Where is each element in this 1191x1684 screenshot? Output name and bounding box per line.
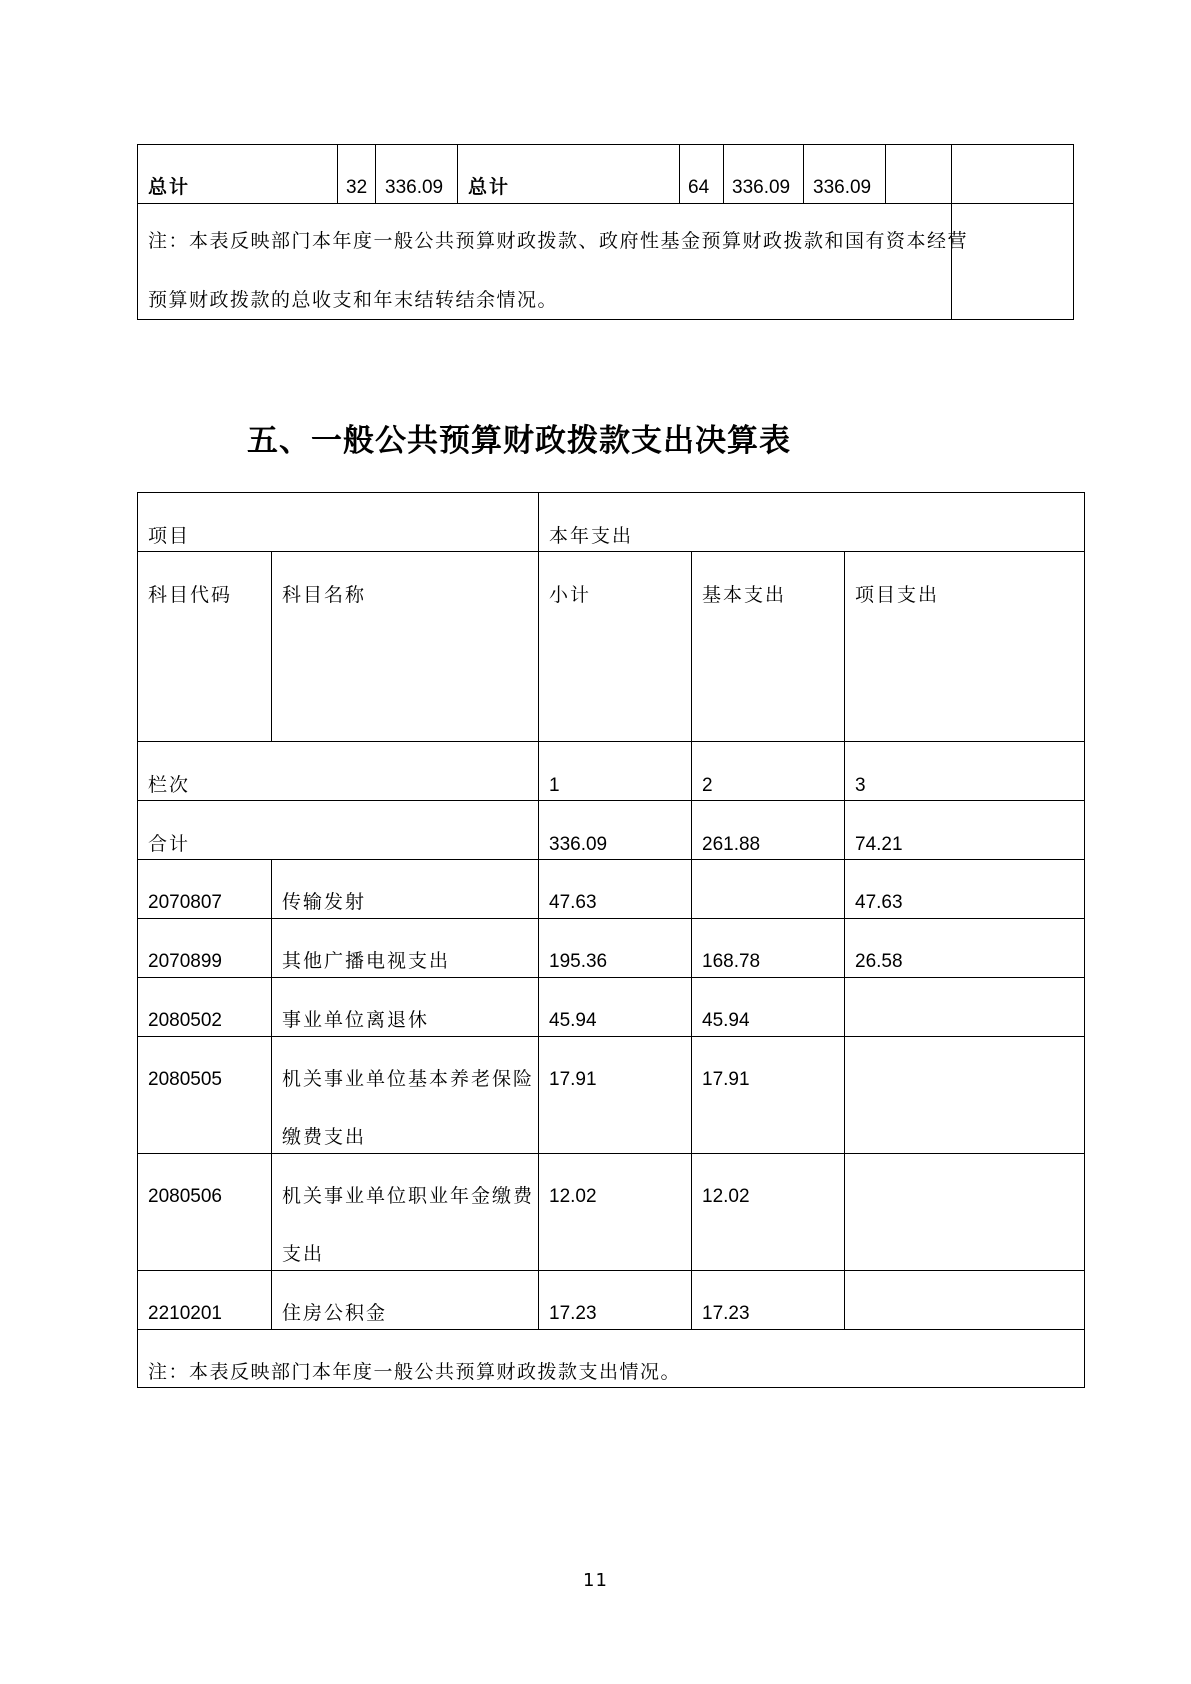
row-project: 47.63 (855, 892, 903, 913)
col-code-label: 科目代码 (148, 584, 233, 606)
total-label: 合计 (148, 833, 191, 855)
total-col-right: 64 (688, 177, 710, 198)
top-summary-table (137, 144, 1074, 320)
row-name-line-2: 支出 (282, 1243, 325, 1265)
row-index-label-cell (138, 742, 539, 801)
total-value-right-1-cell (724, 145, 804, 204)
row-subtotal: 47.63 (549, 892, 597, 913)
idx-1: 1 (549, 775, 560, 796)
empty-cell (886, 145, 952, 204)
row-code: 2210201 (148, 1303, 222, 1324)
idx-3: 3 (855, 775, 866, 796)
total-col-left-cell (338, 145, 376, 204)
idx-1-cell (539, 742, 692, 801)
row-index-label: 栏次 (148, 774, 191, 796)
total-project: 74.21 (855, 834, 903, 855)
table-row (138, 978, 1085, 1037)
total-label-right-cell (458, 145, 680, 204)
total-project-cell (845, 801, 1085, 860)
row-name: 机关事业单位职业年金缴费 (282, 1185, 535, 1207)
top-note-cell (138, 204, 969, 320)
col-basic-header (692, 552, 845, 742)
row-basic: 45.94 (702, 1010, 750, 1031)
header-item-cell (138, 493, 539, 552)
total-basic: 261.88 (702, 834, 761, 855)
row-code: 2080502 (148, 1010, 222, 1031)
page-number: 11 (583, 1570, 608, 1591)
total-label-right: 总计 (468, 176, 511, 198)
table-note: 注：本表反映部门本年度一般公共预算财政拨款支出情况。 (148, 1361, 682, 1383)
top-note-line-1: 注：本表反映部门本年度一般公共预算财政拨款、政府性基金预算财政拨款和国有资本经营 (148, 230, 969, 252)
total-label-cell (138, 801, 539, 860)
table-row (138, 860, 1085, 919)
row-name: 机关事业单位基本养老保险 (282, 1068, 535, 1090)
total-value-right-2: 336.09 (813, 177, 872, 198)
empty-cell (952, 204, 1074, 320)
col-name-label: 科目名称 (282, 584, 367, 606)
total-label-left: 总计 (148, 176, 191, 198)
total-value-right-2-cell (804, 145, 886, 204)
col-subtotal-label: 小计 (549, 584, 592, 606)
col-code-header (138, 552, 272, 742)
total-value-right-1: 336.09 (732, 177, 791, 198)
table-row (138, 1154, 1085, 1271)
row-code: 2080506 (148, 1186, 222, 1207)
total-value-left-cell (376, 145, 458, 204)
header-item: 项目 (148, 525, 191, 547)
total-subtotal: 336.09 (549, 834, 608, 855)
row-name: 其他广播电视支出 (282, 950, 451, 972)
row-project: 26.58 (855, 951, 903, 972)
header-year-expense: 本年支出 (549, 525, 634, 547)
total-value-left: 336.09 (385, 177, 444, 198)
row-subtotal: 45.94 (549, 1010, 597, 1031)
col-name-header (272, 552, 539, 742)
total-subtotal-cell (539, 801, 692, 860)
col-subtotal-header (539, 552, 692, 742)
row-subtotal: 12.02 (549, 1186, 597, 1207)
table-note-cell (138, 1330, 1085, 1388)
col-project-header (845, 552, 1085, 742)
col-basic-label: 基本支出 (702, 584, 787, 606)
row-code: 2070899 (148, 951, 222, 972)
table-row (138, 1271, 1085, 1330)
row-name: 事业单位离退休 (282, 1009, 430, 1031)
total-basic-cell (692, 801, 845, 860)
idx-3-cell (845, 742, 1085, 801)
col-project-label: 项目支出 (855, 584, 940, 606)
idx-2-cell (692, 742, 845, 801)
table-row (138, 919, 1085, 978)
total-label-left-cell (138, 145, 338, 204)
idx-2: 2 (702, 775, 713, 796)
total-col-right-cell (680, 145, 724, 204)
top-note-line-2: 预算财政拨款的总收支和年末结转结余情况。 (148, 289, 559, 311)
row-basic: 168.78 (702, 951, 761, 972)
section-title: 五、一般公共预算财政拨款支出决算表 (247, 423, 791, 459)
row-name: 住房公积金 (282, 1302, 388, 1324)
header-year-expense-cell (539, 493, 1085, 552)
total-col-left: 32 (346, 177, 368, 198)
row-basic: 17.91 (702, 1069, 750, 1090)
row-code: 2080505 (148, 1069, 222, 1090)
row-basic: 12.02 (702, 1186, 750, 1207)
empty-cell (952, 145, 1074, 204)
row-name-line-2: 缴费支出 (282, 1126, 367, 1148)
table-row (138, 1037, 1085, 1154)
expenditure-table (137, 492, 1085, 1388)
row-subtotal: 17.91 (549, 1069, 597, 1090)
row-code: 2070807 (148, 892, 222, 913)
row-subtotal: 17.23 (549, 1303, 597, 1324)
row-subtotal: 195.36 (549, 951, 608, 972)
row-basic: 17.23 (702, 1303, 750, 1324)
row-name: 传输发射 (282, 891, 367, 913)
